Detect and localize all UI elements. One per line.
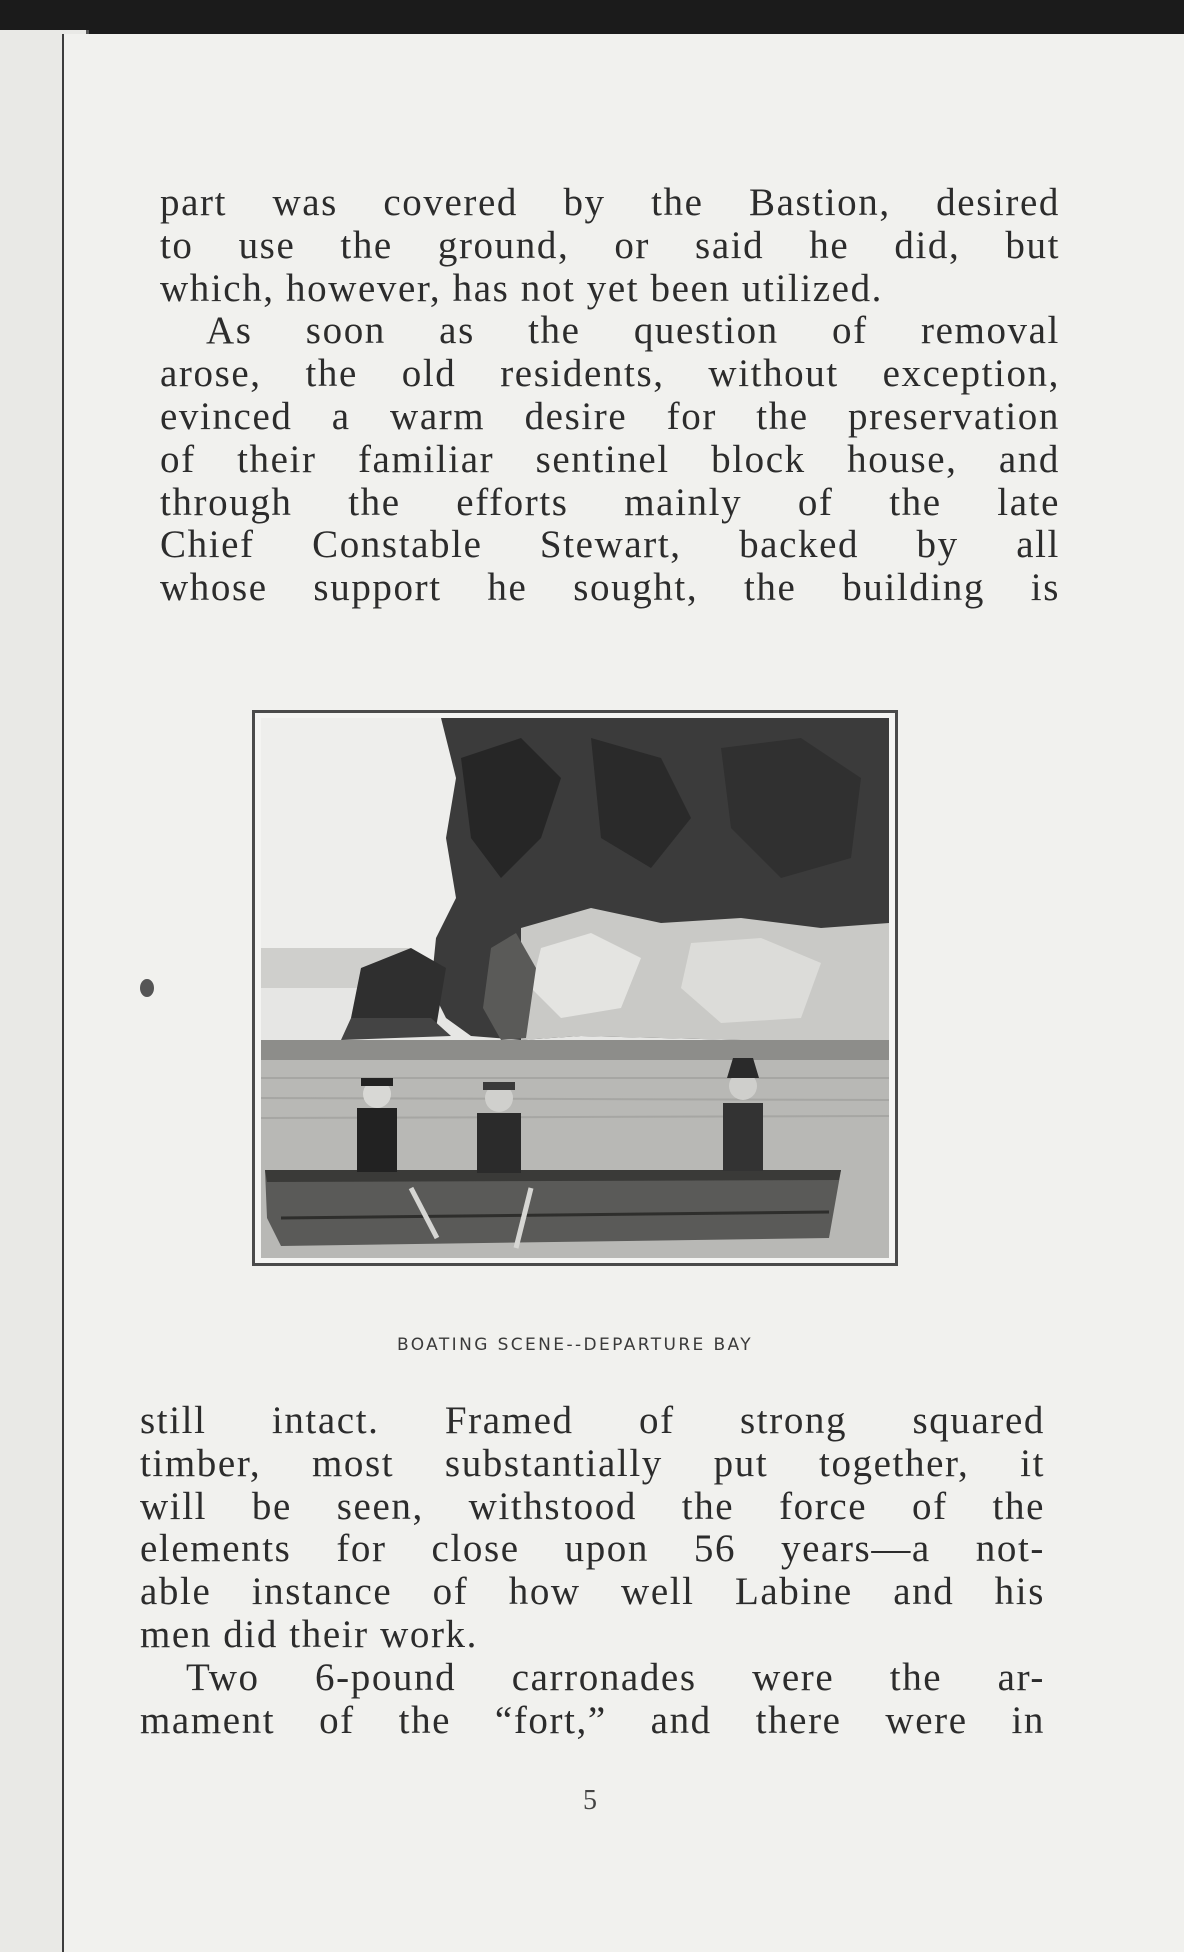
text-line: to use the ground, or said he did, but — [160, 223, 1060, 267]
text-line: arose, the old residents, without exception, — [160, 352, 1060, 396]
text-line: timber, most substantially put together, it — [140, 1441, 1045, 1485]
boating-photo — [261, 718, 889, 1258]
text-line: will be seen, withstood the force of the — [140, 1484, 1045, 1528]
text-line: evinced a warm desire for the preservation — [160, 394, 1060, 438]
text-line: elements for close upon 56 years—a not- — [140, 1527, 1045, 1571]
text-line: part was covered by the Bastion, desired — [160, 181, 1060, 224]
text-line: As soon as the question of removal — [206, 309, 1060, 353]
text-line: men did their work. — [140, 1612, 479, 1656]
boating-photo-illustration — [261, 718, 889, 1258]
photo-caption: BOATING SCENE--DEPARTURE BAY — [396, 1335, 754, 1355]
text-line: through the efforts mainly of the late — [160, 480, 1060, 524]
text-line: of their familiar sentinel block house, and — [160, 437, 1060, 481]
photo-frame — [252, 710, 898, 1266]
top-paragraphs — [160, 182, 1060, 610]
text-line: able instance of how well Labine and his — [140, 1570, 1045, 1614]
text-line: whose support he sought, the building is — [160, 566, 1060, 610]
text-line: mament of the “fort,” and there were in — [140, 1698, 1045, 1742]
text-line: which, however, has not yet been utilized. — [160, 266, 884, 310]
text-line: Chief Constable Stewart, backed by all — [160, 523, 1060, 567]
binding-mark — [140, 979, 154, 997]
text-line: Two 6-pound carronades were the ar- — [186, 1655, 1045, 1699]
page-number: 5 — [583, 1785, 597, 1816]
bottom-paragraphs — [140, 1400, 1045, 1742]
text-line: still intact. Framed of strong squared — [140, 1399, 1045, 1442]
